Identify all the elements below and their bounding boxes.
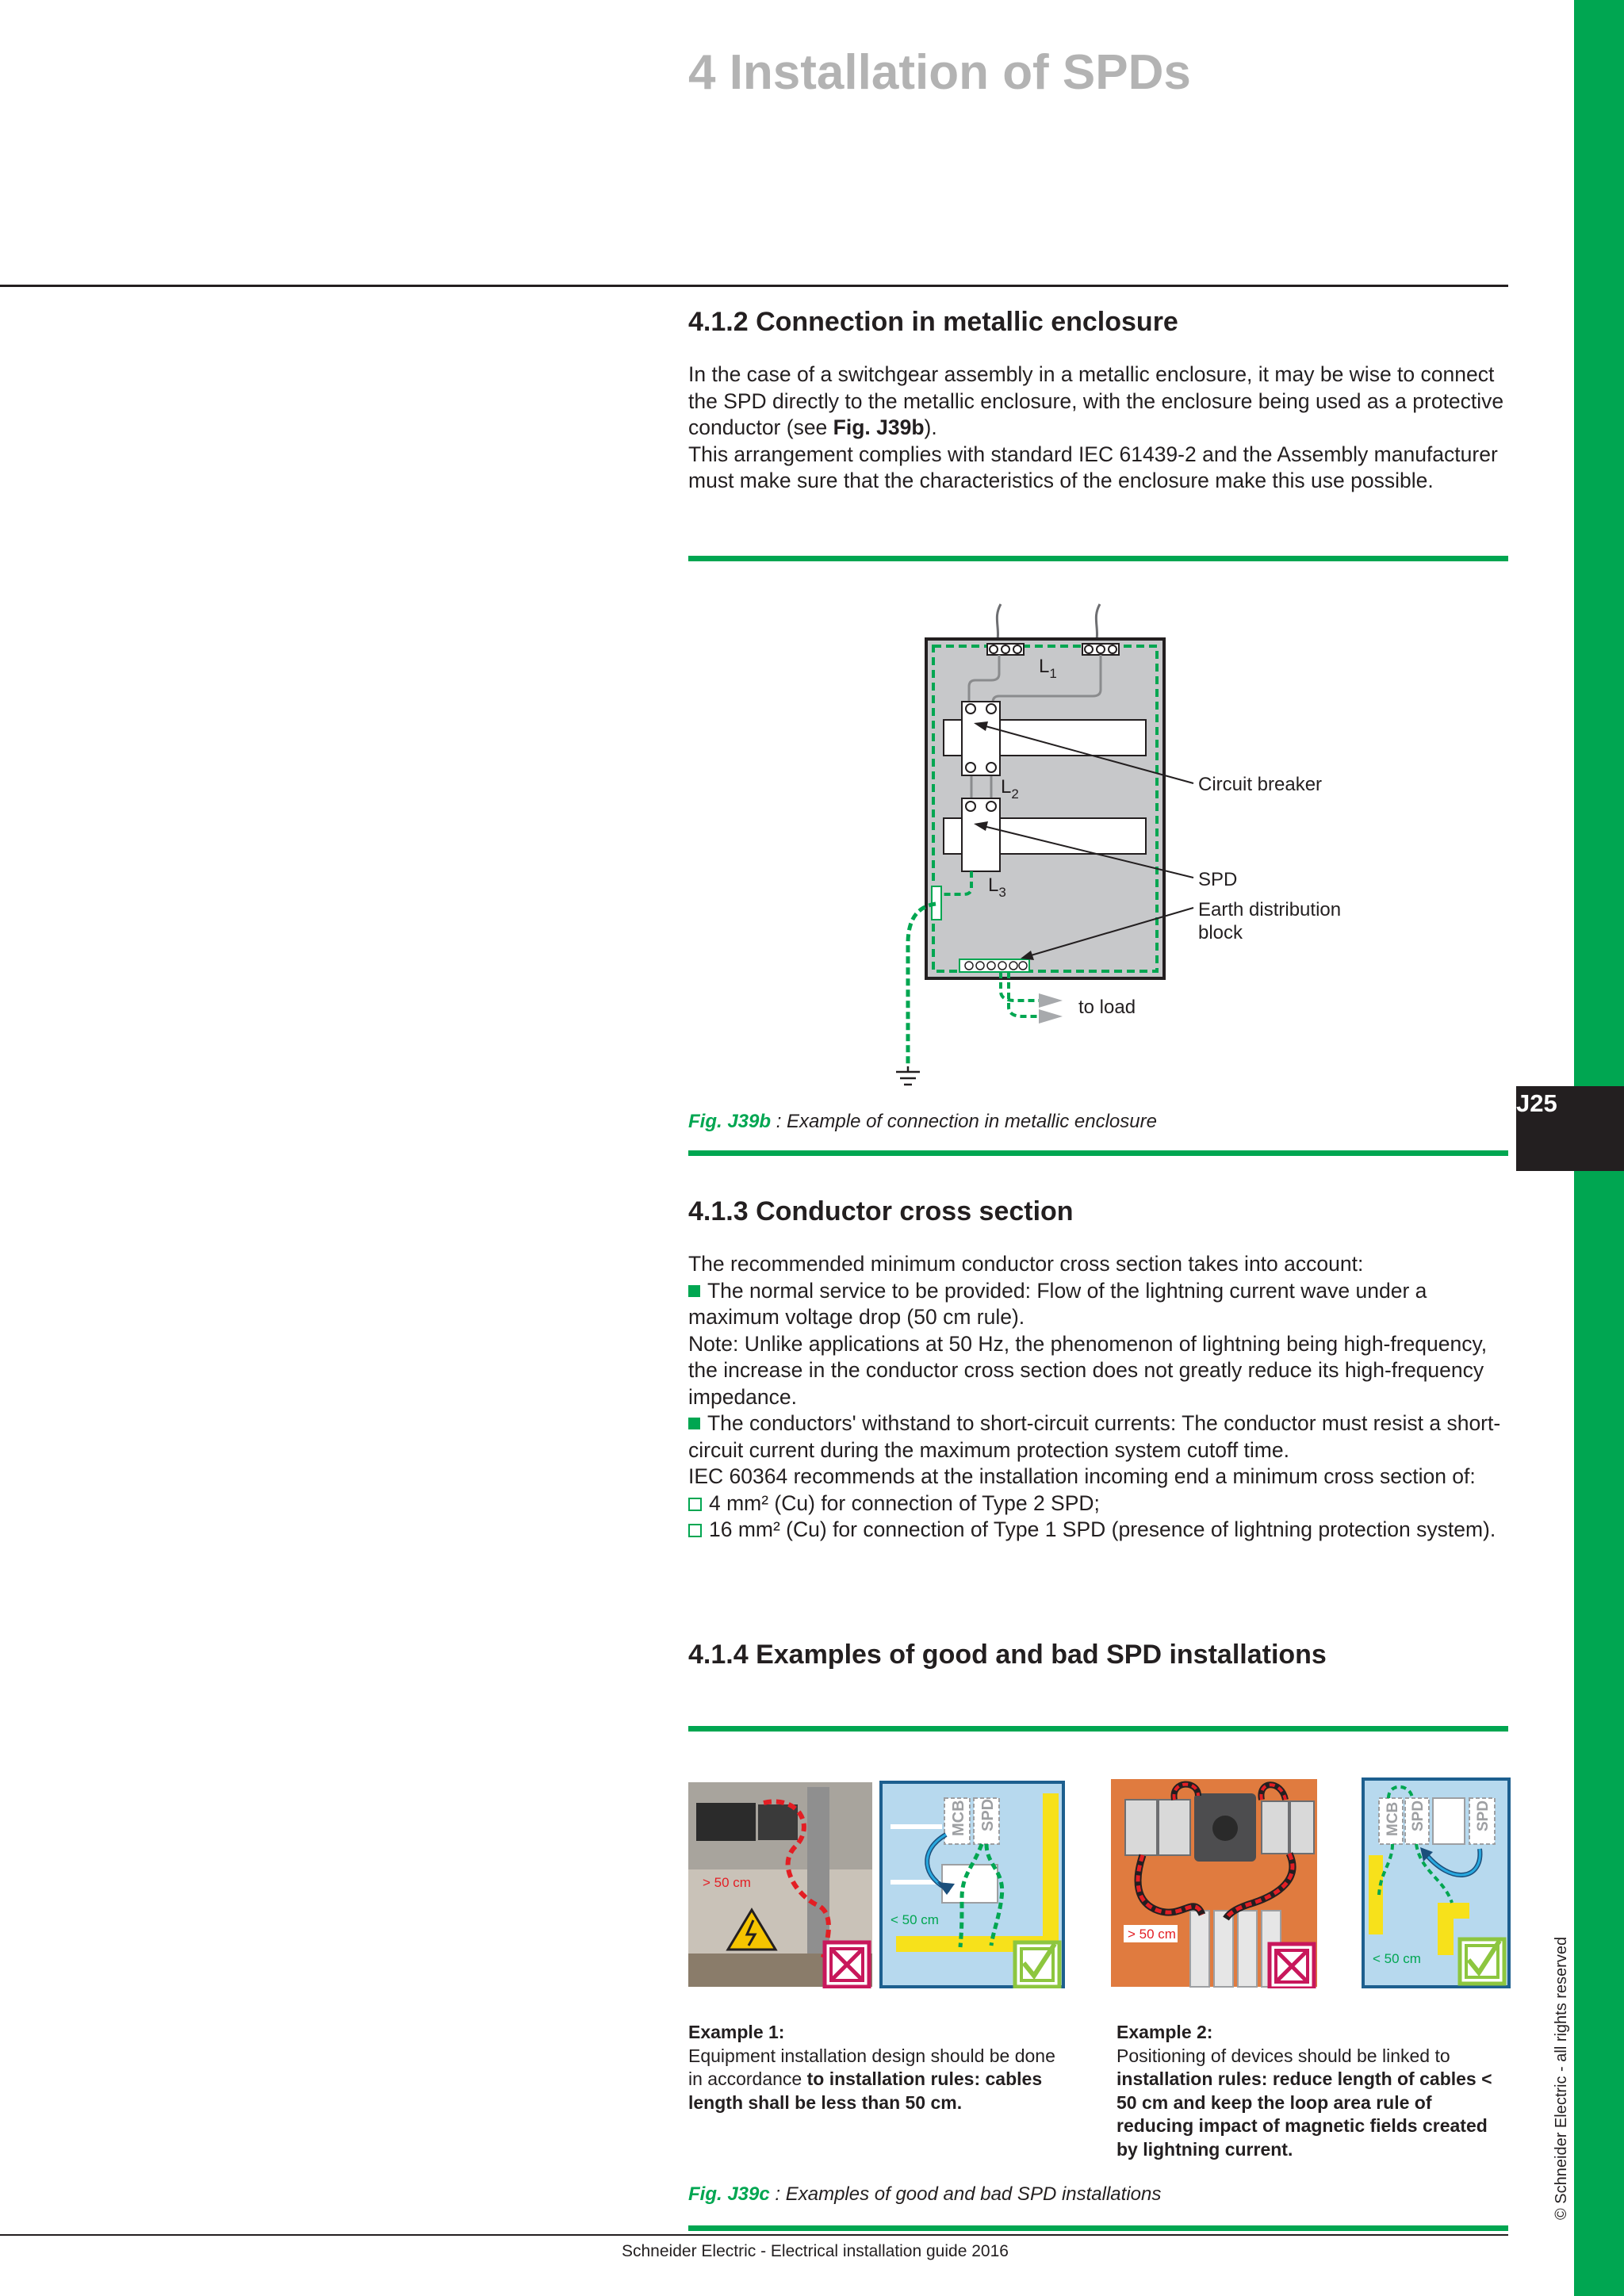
- footer-text: Schneider Electric - Electrical installation guide 2016: [622, 2242, 1009, 2260]
- figure-bottom-rule: [688, 2225, 1508, 2231]
- section-4-1-3-body: [688, 1251, 1513, 1544]
- figure-caption-j39b: Fig. J39b : Example of connection in metallic enclosure: [688, 1111, 1157, 1132]
- figure-bottom-rule: [688, 1150, 1508, 1156]
- header-rule: [0, 285, 1508, 287]
- label-spd: SPD: [1198, 869, 1238, 890]
- figure-reference: Fig. J39b: [833, 415, 925, 439]
- spd-label: SPD: [979, 1798, 997, 1831]
- paragraph: This arrangement complies with standard IEC 61439-2 and the Assembly manufacturer must make sure that the characteristics of the enclosure make this use possible.: [688, 442, 1498, 492]
- mcb-label: MCB: [950, 1800, 967, 1836]
- example-1-description: Equipment installation design should be done in accordance to installation rules: cables length shall be less than 50 cm.: [688, 2045, 1055, 2113]
- figure-top-rule: [688, 556, 1508, 561]
- bad-distance-label: > 50 cm: [1128, 1927, 1176, 1942]
- sub-bullet-item: 16 mm² (Cu) for connection of Type 1 SPD (presence of lightning protection system).: [688, 1517, 1513, 1544]
- note: Note: Unlike applications at 50 Hz, the phenomenon of lightning being high-frequency, the increase in the conductor cross section does not greatly reduce its high-frequency impedance.: [688, 1331, 1488, 1409]
- page-number: J25: [1516, 1089, 1557, 1117]
- label-l3: $L_3$: [988, 874, 1006, 900]
- copyright-notice: © Schneider Electric - all rights reserved: [1553, 1936, 1570, 2220]
- label-circuit-breaker: Circuit breaker: [1198, 774, 1323, 795]
- section-4-1-2-body: [688, 362, 1513, 495]
- section-4-1-4-title: 4.1.4 Examples of good and bad SPD installations: [688, 1640, 1327, 1670]
- hollow-square-icon: [688, 1524, 702, 1537]
- sub-bullet-item: 4 mm² (Cu) for connection of Type 2 SPD;: [688, 1490, 1513, 1517]
- bullet-item: The conductors' withstand to short-circuit currents: The conductor must resist a short-circuit current during the maximum protection system cutoff time.: [688, 1411, 1501, 1462]
- bullet-item: The normal service to be provided: Flow of the lightning current wave under a maximum voltage drop (50 cm rule).: [688, 1278, 1427, 1329]
- device-photo: [696, 1803, 756, 1841]
- example-1-text: [688, 2021, 1061, 2114]
- label-l1: $L_1$: [1039, 656, 1057, 681]
- bad-distance-label: > 50 cm: [703, 1875, 751, 1890]
- example-1-title: Example 1:: [688, 2022, 785, 2042]
- paragraph: IEC 60364 recommends at the installation incoming end a minimum cross section of:: [688, 1464, 1476, 1488]
- section-4-1-3-title: 4.1.3 Conductor cross section: [688, 1196, 1074, 1226]
- label-earth-block-2: block: [1198, 922, 1243, 943]
- mcb-label: MCB: [1385, 1801, 1401, 1836]
- section-4-1-2-title: 4.1.2 Connection in metallic enclosure: [688, 307, 1178, 337]
- chapter-title: 4 Installation of SPDs: [688, 45, 1191, 100]
- paragraph: The recommended minimum conductor cross section takes into account:: [688, 1252, 1364, 1276]
- example-2-text: [1116, 2021, 1493, 2161]
- hollow-square-icon: [688, 1498, 702, 1511]
- bullet-square-icon: [688, 1418, 700, 1429]
- page-number-tab: [1516, 1086, 1624, 1171]
- bullet-square-icon: [688, 1285, 700, 1297]
- label-to-load: to load: [1078, 997, 1136, 1018]
- example-2-description: Positioning of devices should be linked to installation rules: reduce length of cables < 50 cm and keep the loop area rule of reducing impact of magnetic fields created by lightning current.: [1116, 2045, 1492, 2160]
- label-earth-block: Earth distribution: [1198, 899, 1342, 920]
- figure-caption-j39c: Fig. J39c : Examples of good and bad SPD installations: [688, 2183, 1162, 2205]
- example-2-illustration: [1111, 1776, 1511, 1988]
- figure-top-rule: [688, 1726, 1508, 1732]
- label-l2: $L_2$: [1001, 776, 1019, 802]
- footer-rule: [0, 2234, 1508, 2236]
- enclosure-diagram: [864, 595, 1372, 1102]
- spd-label: SPD: [1410, 1800, 1427, 1831]
- example-1-illustration: [688, 1779, 1066, 1988]
- good-distance-label: < 50 cm: [891, 1912, 939, 1927]
- good-distance-label: < 50 cm: [1373, 1951, 1421, 1966]
- paragraph: In the case of a switchgear assembly in a metallic enclosure, it may be wise to connect the SPD directly to the metallic enclosure, with the enclosure being used as a protective conductor (see Fig. J39b).: [688, 362, 1504, 439]
- example-2-title: Example 2:: [1116, 2022, 1213, 2042]
- spd-label: SPD: [1475, 1800, 1492, 1831]
